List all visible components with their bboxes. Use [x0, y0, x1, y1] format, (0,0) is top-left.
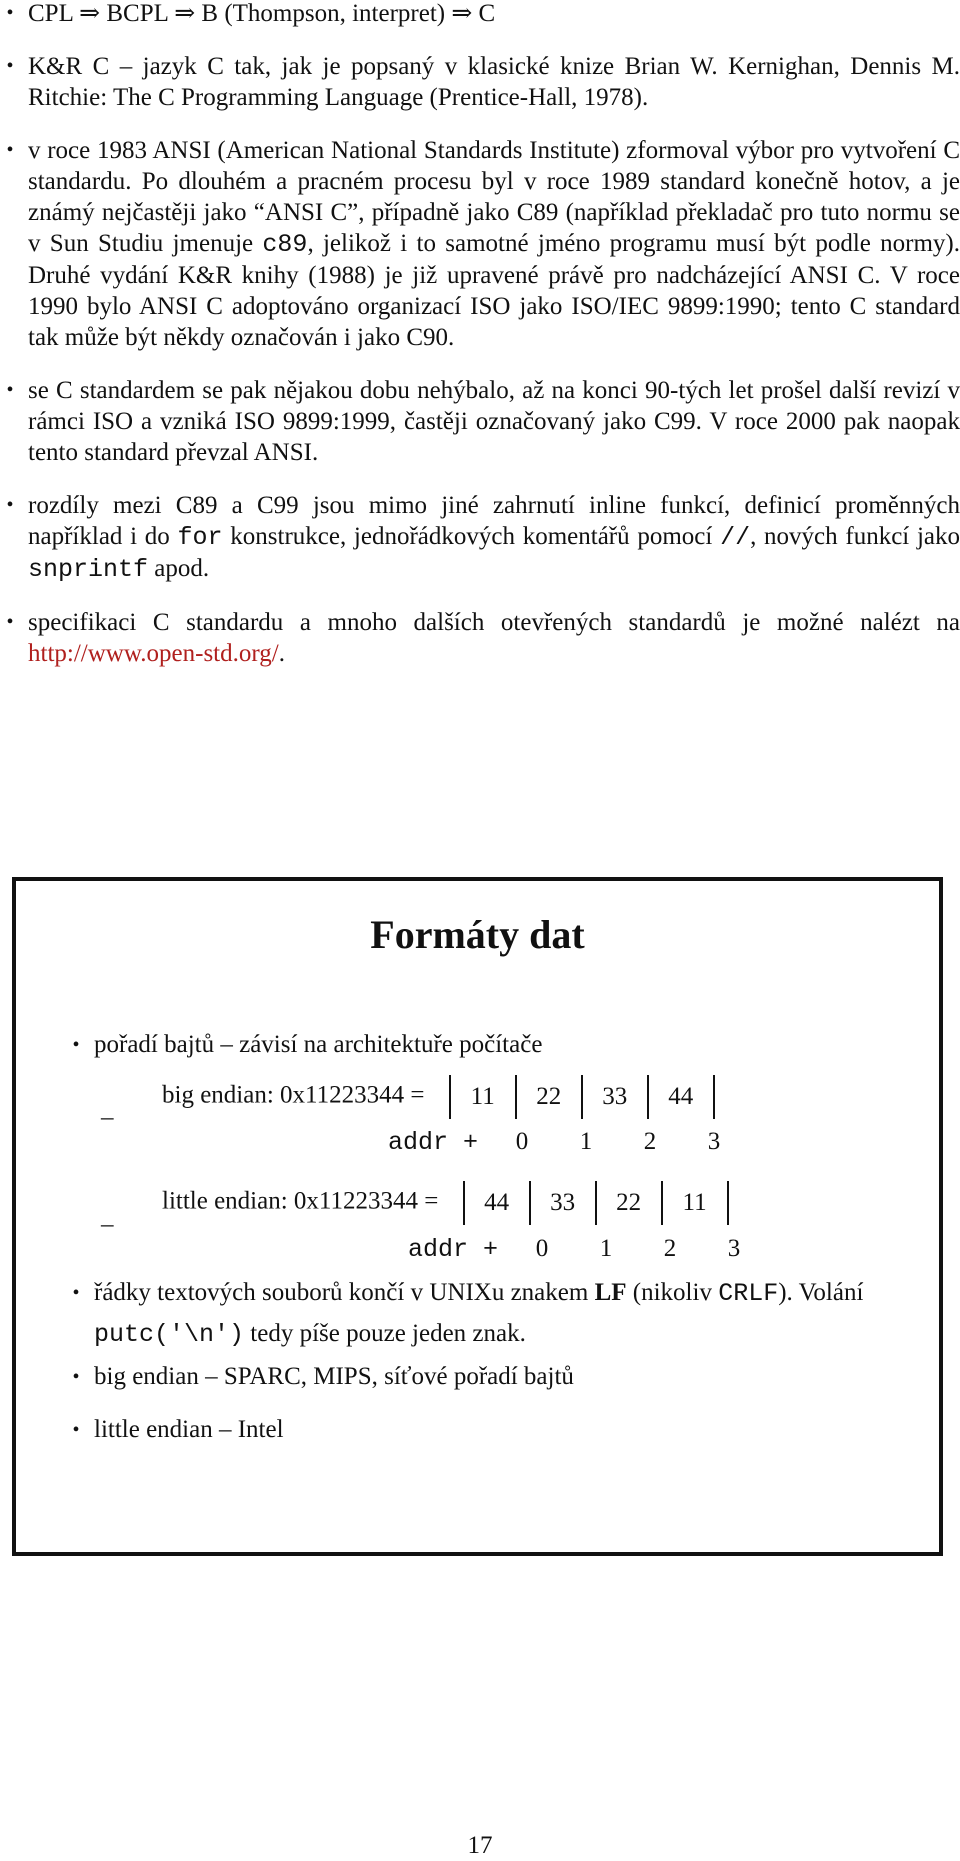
dash-marker: – — [101, 1211, 114, 1238]
list-item-text-cont: . — [278, 640, 285, 667]
addr-label: addr + — [408, 1235, 499, 1264]
list-item — [0, 375, 960, 468]
inline-code: // — [720, 523, 751, 552]
list-item — [66, 1412, 284, 1448]
list-item-text-cont: ). Volání — [778, 1279, 864, 1306]
list-item-text-cont: , jelikož i to samotné jméno programu musí být podle normy). Druhé vydání K&R knihy (1988) je již upravené právě pro nadcházející ANSI C. V roce 1990 bylo ANSI C adoptováno organizací ISO jako ISO/IEC 9899:1990; tento C standard tak může být někdy označován i jako C90. — [28, 230, 960, 351]
byte-cell: 44 — [484, 1189, 510, 1216]
list-item — [0, 51, 960, 113]
list-item-text: pořadí bajtů – závisí na architektuře počítače — [94, 1031, 543, 1058]
addr-label: addr + — [388, 1128, 479, 1157]
byte-cell: 44 — [668, 1083, 694, 1110]
list-item-text: specifikaci C standardu a mnoho dalších otevřených standardů je možné nalézt na — [28, 609, 960, 636]
addr-offset: 0 — [535, 1235, 549, 1262]
list-item — [0, 607, 960, 669]
inline-code: putc('\n') — [94, 1320, 245, 1349]
list-item-text: řádky textových souborů končí v UNIXu znakem — [94, 1279, 595, 1306]
byte-divider — [713, 1075, 715, 1119]
bullet-icon: • — [6, 611, 14, 633]
byte-cell: 33 — [550, 1189, 576, 1216]
inline-code: for — [177, 523, 223, 552]
list-item — [66, 1359, 574, 1395]
big-endian-row — [162, 1075, 715, 1119]
bullet-icon: • — [6, 379, 14, 401]
addr-offset: 2 — [663, 1235, 677, 1262]
little-endian-addr-row — [408, 1231, 766, 1268]
list-item — [0, 135, 960, 353]
list-item — [0, 490, 960, 585]
list-item — [66, 1027, 542, 1063]
little-endian-row — [162, 1181, 729, 1225]
list-item-text: big endian – SPARC, MIPS, síťové pořadí bajtů — [94, 1363, 574, 1390]
byte-cell: 22 — [536, 1083, 562, 1110]
list-item — [0, 0, 960, 29]
addr-offset: 1 — [579, 1128, 593, 1155]
byte-cell: 11 — [470, 1083, 495, 1110]
list-item-text-cont: (nikoliv — [626, 1279, 719, 1306]
addr-offset: 3 — [727, 1235, 741, 1262]
list-item — [66, 1273, 886, 1355]
inline-code: c89 — [262, 230, 308, 259]
lf-keyword: LF — [594, 1279, 627, 1306]
addr-offset: 1 — [599, 1235, 613, 1262]
list-item-text: little endian – Intel — [94, 1416, 284, 1443]
list-item-text-wrap — [66, 1273, 886, 1355]
inline-code: CRLF — [718, 1279, 779, 1308]
list-item-text: se C standardem se pak nějakou dobu nehýbalo, až na konci 90-tých let prošel další revizí v rámci ISO a vzniká ISO 9899:1999, častěji označovaný jako C99. V roce 2000 pak naopak tento standard převzal ANSI. — [28, 377, 960, 466]
byte-cell: 22 — [616, 1189, 642, 1216]
addr-offset: 0 — [515, 1128, 529, 1155]
bullet-icon: • — [72, 1419, 80, 1441]
list-item-text-cont: konstrukce, jednořádkových komentářů pomocí — [222, 523, 721, 550]
addr-offset: 3 — [707, 1128, 721, 1155]
list-item-text-cont: apod. — [148, 555, 210, 582]
list-item-text: rozdíly mezi C89 a C99 jsou mimo jiné zahrnutí inline funkcí, definicí proměnných například i do — [28, 492, 960, 550]
byte-divider — [727, 1181, 729, 1225]
byte-cell: 11 — [682, 1189, 707, 1216]
slide-box — [12, 877, 943, 1556]
list-item-text: CPL ⇒ BCPL ⇒ B (Thompson, interpret) ⇒ C — [28, 0, 496, 27]
addr-offset: 2 — [643, 1128, 657, 1155]
bullet-icon: • — [6, 2, 14, 24]
byte-cell: 33 — [602, 1083, 628, 1110]
bullet-icon: • — [72, 1366, 80, 1388]
list-item-text: K&R C – jazyk C tak, jak je popsaný v klasické knize Brian W. Kernighan, Dennis M. Ritchie: The C Programming Language (Prentice-Hall, 1978). — [28, 53, 960, 111]
little-endian-label: little endian: 0x11223344 = — [162, 1187, 439, 1215]
list-item-text-cont: , nových funkcí jako — [750, 523, 960, 550]
bullet-icon: • — [6, 139, 14, 161]
page-number: 17 — [467, 1832, 493, 1859]
bullet-icon: • — [72, 1034, 80, 1056]
slide-title: Formáty dat — [370, 912, 585, 957]
list-item-text-cont: tedy píše pouze jeden znak. — [244, 1320, 526, 1347]
list-item-text: v roce 1983 ANSI (American National Standards Institute) zformoval výbor pro vytvoření C standardu. Po dlouhém a pracném procesu byl v roce 1989 standard konečně hotov, a je známý nejčastěji jako “ANSI C”, případně jako C89 (například překladač pro tuto normu se v Sun Studiu jmenuje — [28, 137, 960, 257]
big-endian-label: big endian: 0x11223344 = — [162, 1081, 425, 1109]
inline-code: snprintf — [28, 555, 149, 584]
bullet-icon: • — [6, 494, 14, 516]
intro-list — [0, 0, 960, 691]
open-std-link[interactable]: http://www.open-std.org/ — [28, 640, 279, 667]
dash-marker: – — [101, 1104, 114, 1131]
bullet-icon: • — [6, 55, 14, 77]
big-endian-addr-row — [388, 1124, 746, 1161]
bullet-icon: • — [72, 1282, 80, 1304]
